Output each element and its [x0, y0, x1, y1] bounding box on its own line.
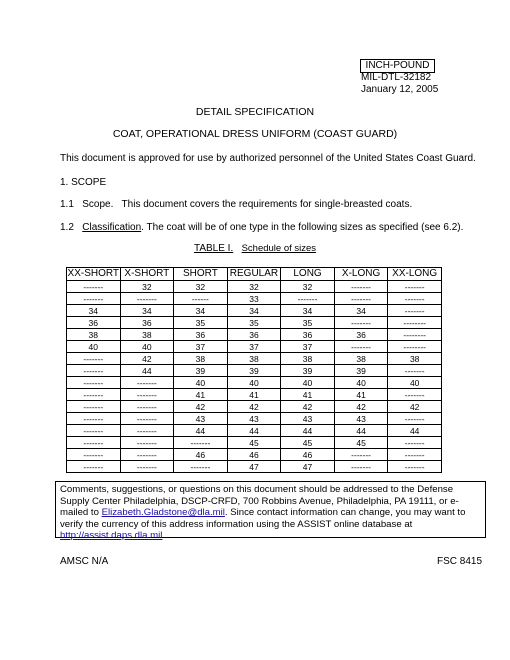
- table-cell: -------: [120, 413, 174, 425]
- table-row: [67, 389, 442, 401]
- table-cell: -------: [174, 461, 228, 473]
- table-row: [67, 437, 442, 449]
- table-caption-label: TABLE I.: [193, 243, 234, 254]
- table-cell: 40: [334, 377, 388, 389]
- table-cell: 36: [334, 329, 388, 341]
- table-cell: 45: [334, 437, 388, 449]
- table-cell: 35: [281, 317, 335, 329]
- table-row: [67, 281, 442, 293]
- table-cell: -------: [67, 293, 121, 305]
- table-cell: 37: [227, 341, 281, 353]
- table-cell: -------: [334, 281, 388, 293]
- table-cell: 36: [67, 317, 121, 329]
- table-cell: -------: [67, 413, 121, 425]
- table-cell: -------: [120, 437, 174, 449]
- table-row: [67, 425, 442, 437]
- document-number: MIL-DTL-32182: [361, 72, 432, 83]
- table-cell: -------: [67, 353, 121, 365]
- table-row: [67, 365, 442, 377]
- table-cell: 46: [174, 449, 228, 461]
- table-cell: 34: [334, 305, 388, 317]
- column-header: XX-SHORT: [67, 268, 120, 279]
- table-cell: -------: [388, 305, 442, 317]
- table-cell: 38: [281, 353, 335, 365]
- table-cell: 40: [67, 341, 121, 353]
- table-cell: 43: [281, 413, 335, 425]
- table-cell: 32: [281, 281, 335, 293]
- table-row: [67, 353, 442, 365]
- table-cell: -------: [67, 281, 121, 293]
- contact-text: . Since contact information can change, you may want to verify the currency of this address information using the ASSIST online database at: [60, 507, 466, 530]
- table-cell: -------: [67, 449, 121, 461]
- table-cell: 46: [281, 449, 335, 461]
- table-cell: -------: [281, 293, 335, 305]
- table-cell: 47: [227, 461, 281, 473]
- paragraph-title: Scope.: [82, 199, 114, 210]
- table-cell: --------: [388, 317, 442, 329]
- table-row: [67, 401, 442, 413]
- table-row: [67, 449, 442, 461]
- table-cell: 34: [67, 305, 121, 317]
- table-cell: -------: [67, 401, 121, 413]
- table-cell: 34: [120, 305, 174, 317]
- table-cell: -------: [388, 449, 442, 461]
- table-row: [67, 461, 442, 473]
- paragraph-number: 1.2: [60, 222, 74, 233]
- assist-url-link[interactable]: http://assist.daps.dla.mil: [60, 530, 163, 542]
- column-header: SHORT: [174, 268, 228, 281]
- table-cell: --------: [388, 329, 442, 341]
- specification-title: DETAIL SPECIFICATION: [195, 106, 315, 118]
- table-row: [67, 317, 442, 329]
- table-cell: 38: [388, 353, 442, 365]
- table-cell: 42: [334, 401, 388, 413]
- table-cell: 38: [334, 353, 388, 365]
- table-cell: -------: [120, 389, 174, 401]
- table-cell: 43: [174, 413, 228, 425]
- column-header: REGULAR: [227, 268, 281, 281]
- table-cell: -------: [67, 365, 121, 377]
- table-cell: 42: [174, 401, 228, 413]
- table-cell: -------: [174, 437, 228, 449]
- table-cell: 38: [227, 353, 281, 365]
- table-cell: -------: [334, 449, 388, 461]
- table-cell: 36: [120, 317, 174, 329]
- column-header: X-LONG: [334, 268, 388, 281]
- table-cell: 37: [174, 341, 228, 353]
- table-cell: -------: [388, 365, 442, 377]
- table-row: [67, 413, 442, 425]
- table-cell: -------: [120, 425, 174, 437]
- table-cell: -------: [334, 341, 388, 353]
- table-cell: -------: [388, 281, 442, 293]
- table-cell: -------: [120, 449, 174, 461]
- table-caption: [0, 243, 510, 254]
- fsc-label: FSC 8415: [437, 556, 483, 567]
- table-caption-title: Schedule of sizes: [241, 243, 317, 254]
- table-row: [67, 329, 442, 341]
- table-cell: -------: [334, 461, 388, 473]
- column-header: X-SHORT: [120, 268, 174, 281]
- contact-information-box: [55, 481, 486, 542]
- contact-text: .: [162, 530, 166, 542]
- scope-paragraph: [60, 199, 412, 211]
- table-cell: 42: [227, 401, 281, 413]
- table-cell: 39: [281, 365, 335, 377]
- table-cell: 39: [334, 365, 388, 377]
- table-cell: 44: [227, 425, 281, 437]
- table-cell: 32: [227, 281, 281, 293]
- table-cell: 42: [281, 401, 335, 413]
- document-date: January 12, 2005: [361, 84, 439, 95]
- table-cell: -------: [388, 389, 442, 401]
- table-cell: 36: [174, 329, 228, 341]
- table-cell: 40: [227, 377, 281, 389]
- table-cell: 44: [281, 425, 335, 437]
- table-cell: -------: [120, 401, 174, 413]
- paragraph-text: This document covers the requirements for single-breasted coats.: [121, 199, 413, 210]
- table-cell: 40: [281, 377, 335, 389]
- table-row: [67, 341, 442, 353]
- table-cell: 46: [227, 449, 281, 461]
- inch-pound-label: INCH-POUND: [360, 59, 435, 73]
- table-cell: 39: [227, 365, 281, 377]
- table-cell: -------: [388, 293, 442, 305]
- table-cell: 38: [174, 353, 228, 365]
- table-cell: 47: [281, 461, 335, 473]
- sizes-table: [66, 267, 442, 473]
- table-cell: -------: [334, 293, 388, 305]
- contact-text: Comments, suggestions, or questions on this document should be addressed to the Defense Supply Center Philadelphia, DSCP-CRFD, 700 Robbins Avenue, Philadelphia, PA 19111, or e-mailed to: [60, 484, 459, 519]
- table-cell: 41: [334, 389, 388, 401]
- table-cell: 42: [388, 401, 442, 413]
- amsc-label: AMSC N/A: [60, 556, 109, 567]
- table-cell: -------: [388, 413, 442, 425]
- table-cell: -------: [67, 461, 121, 473]
- column-header: LONG: [281, 268, 335, 281]
- table-cell: 42: [120, 353, 174, 365]
- approval-statement: This document is approved for use by authorized personnel of the United States Coast Guard.: [60, 153, 476, 164]
- column-header: XX-LONG: [388, 268, 442, 281]
- table-cell: 44: [120, 365, 174, 377]
- table-cell: 39: [174, 365, 228, 377]
- table-row: [67, 293, 442, 305]
- table-cell: 32: [120, 281, 174, 293]
- table-cell: 43: [227, 413, 281, 425]
- table-cell: -------: [388, 437, 442, 449]
- paragraph-title: Classification: [82, 222, 142, 233]
- table-cell: 43: [334, 413, 388, 425]
- table-cell: 35: [174, 317, 228, 329]
- paragraph-number: 1.1: [60, 199, 74, 210]
- table-cell: 33: [227, 293, 281, 305]
- contact-email-link[interactable]: Elizabeth.Gladstone@dla.mil: [101, 507, 225, 519]
- table-cell: 34: [174, 305, 228, 317]
- table-cell: 34: [227, 305, 281, 317]
- table-cell: 40: [120, 341, 174, 353]
- table-cell: -------: [67, 437, 121, 449]
- table-row: [67, 305, 442, 317]
- table-cell: 32: [174, 281, 228, 293]
- table-cell: 41: [174, 389, 228, 401]
- table-body: [67, 281, 442, 473]
- table-cell: 36: [227, 329, 281, 341]
- table-cell: 34: [281, 305, 335, 317]
- table-cell: 45: [281, 437, 335, 449]
- paragraph-text: . The coat will be of one type in the following sizes as specified (see 6.2).: [141, 222, 464, 233]
- table-cell: 36: [281, 329, 335, 341]
- table-cell: 41: [281, 389, 335, 401]
- table-cell: 44: [334, 425, 388, 437]
- table-cell: -------: [67, 425, 121, 437]
- table-cell: -------: [67, 389, 121, 401]
- table-row: [67, 377, 442, 389]
- table-cell: --------: [388, 341, 442, 353]
- table-cell: -------: [120, 461, 174, 473]
- subject-title: COAT, OPERATIONAL DRESS UNIFORM (COAST GUARD): [112, 128, 398, 140]
- table-cell: -------: [67, 377, 121, 389]
- table-cell: 35: [227, 317, 281, 329]
- table-cell: -------: [120, 377, 174, 389]
- table-cell: 40: [174, 377, 228, 389]
- table-cell: 41: [227, 389, 281, 401]
- table-cell: 38: [67, 329, 121, 341]
- classification-paragraph: [60, 222, 463, 234]
- table-cell: -------: [388, 461, 442, 473]
- table-cell: 40: [388, 377, 442, 389]
- table-header-row: [67, 268, 442, 281]
- table-cell: 37: [281, 341, 335, 353]
- table-cell: 38: [120, 329, 174, 341]
- scope-heading: 1. SCOPE: [60, 177, 107, 188]
- table-cell: ------: [174, 293, 228, 305]
- table-cell: -------: [120, 293, 174, 305]
- table-cell: 45: [227, 437, 281, 449]
- table-cell: -------: [334, 317, 388, 329]
- table-cell: 44: [174, 425, 228, 437]
- table-cell: 44: [388, 425, 442, 437]
